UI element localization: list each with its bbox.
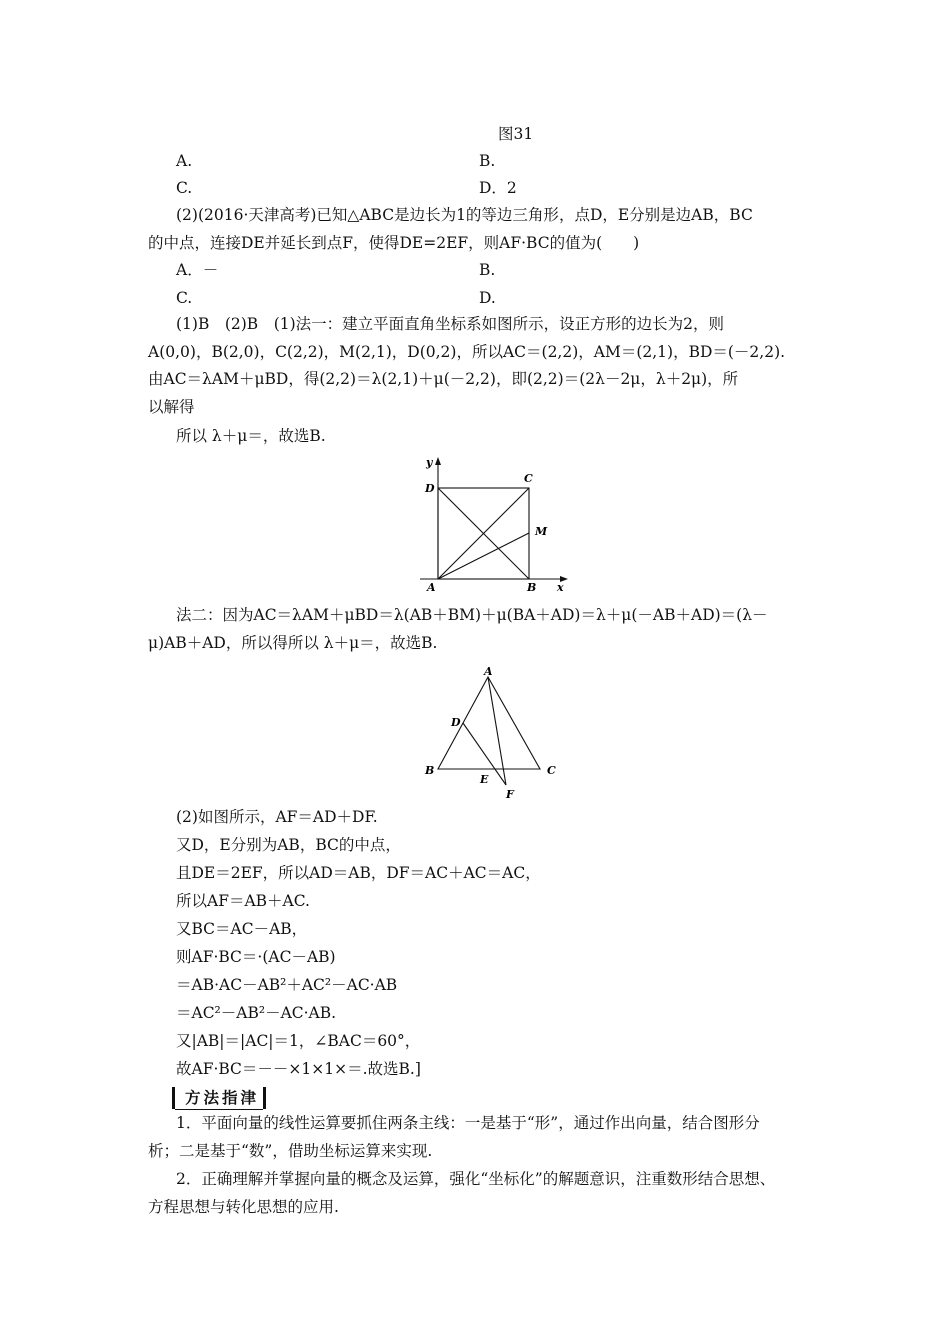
label-c: C	[547, 764, 556, 777]
label-d: D	[451, 716, 461, 729]
solution-line: 所以 λ＋μ＝，故选B.	[176, 427, 326, 445]
q2-option-a: A．－	[176, 261, 219, 279]
solution-line: A(0,0)，B(2,0)，C(2,2)，M(2,1)，D(0,2)，所以AC＝(2,2)，AM＝(2,1)，BD＝(－2,2).	[148, 343, 786, 361]
square-coordinate-figure	[418, 455, 573, 595]
solution-line: 以解得	[148, 398, 195, 416]
label-m: M	[535, 525, 548, 538]
y-arrow	[435, 457, 441, 465]
segment-am	[438, 533, 529, 579]
label-a: A	[427, 581, 436, 594]
part2-line: ＝AC²－AB²－AC·AB.	[176, 1004, 337, 1022]
part2-line: 又|AB|＝|AC|＝1，∠BAC＝60°，	[176, 1032, 421, 1050]
label-c: C	[524, 472, 533, 485]
q2-option-d: D.	[479, 289, 496, 307]
q1-option-a: A.	[176, 152, 193, 170]
label-a: A	[484, 665, 493, 678]
q2-text-line: 的中点，连接DE并延长到点F，使得DE=2EF，则AF·BC的值为( )	[148, 234, 640, 252]
solution-line: 由AC＝λAM＋μBD，得(2,2)＝λ(2,1)＋μ(－2,2)，即(2,2)＝(2λ－2μ，λ＋2μ)，所	[148, 370, 739, 388]
q2-text-line: (2)(2016·天津高考)已知△ABC是边长为1的等边三角形，点D，E分别是边AB，BC	[176, 206, 753, 224]
part2-line: 则AF·BC＝·(AC－AB)	[176, 948, 336, 966]
tip-line: 1．平面向量的线性运算要抓住两条主线：一是基于“形”，通过作出向量，结合图形分	[176, 1114, 760, 1132]
tip-line: 析；二是基于“数”，借助坐标运算来实现.	[148, 1142, 433, 1160]
label-d: D	[425, 482, 435, 495]
label-b: B	[527, 581, 537, 594]
part2-line: 故AF·BC＝－－×1×1×＝.故选B.]	[176, 1060, 421, 1078]
tip-line: 2．正确理解并掌握向量的概念及运算，强化“坐标化”的解题意识，注重数形结合思想、	[176, 1170, 776, 1188]
label-x: x	[557, 581, 564, 594]
method2-line: 法二：因为AC＝λAM＋μBD＝λ(AB＋BM)＋μ(BA＋AD)＝λ＋μ(－AB＋AD)＝(λ－	[176, 606, 768, 624]
q1-option-c: C.	[176, 179, 193, 197]
figure-caption: 图31	[498, 125, 534, 143]
part2-line: 且DE＝2EF，所以AD＝AB，DF＝AC＋AC＝AC，	[176, 864, 541, 882]
part2-line: ＝AB·AC－AB²＋AC²－AC·AB	[176, 976, 398, 994]
method2-line: μ)AB＋AD，所以得所以 λ＋μ＝，故选B.	[148, 634, 438, 652]
part2-line: 所以AF＝AB＋AC.	[176, 892, 310, 910]
q2-option-c: C.	[176, 289, 193, 307]
q1-option-d: D．2	[479, 179, 517, 197]
solution-line: (1)B (2)B (1)法一：建立平面直角坐标系如图所示，设正方形的边长为2，则	[176, 315, 725, 333]
triangle-figure	[420, 662, 565, 802]
q2-option-b: B.	[479, 261, 496, 279]
label-e: E	[480, 773, 489, 786]
part2-line: 又BC＝AC－AB，	[176, 920, 308, 938]
tip-line: 方程思想与转化思想的应用.	[148, 1198, 339, 1216]
part2-line: 又D，E分别为AB，BC的中点，	[176, 836, 401, 854]
part2-line: (2)如图所示，AF＝AD＋DF.	[176, 808, 378, 826]
label-b: B	[425, 764, 435, 777]
label-f: F	[506, 788, 514, 801]
label-y: y	[426, 456, 433, 469]
method-guide-heading: 方法指津	[172, 1087, 266, 1109]
q1-option-b: B.	[479, 152, 496, 170]
